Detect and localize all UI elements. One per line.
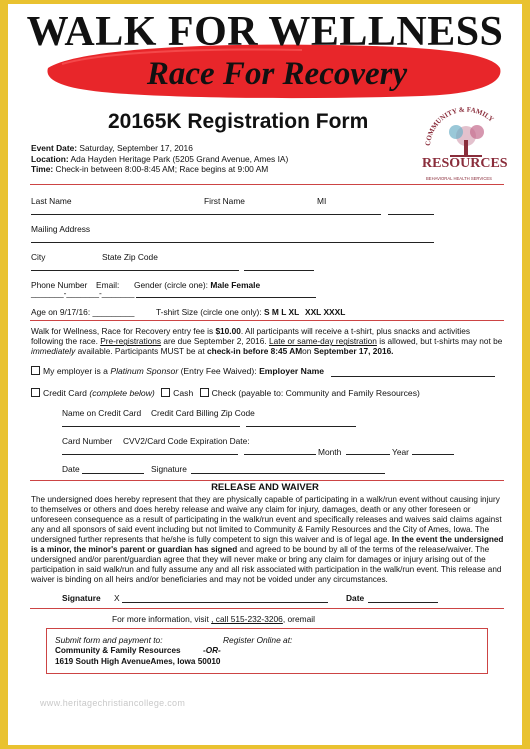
divider [30,480,504,481]
gender-label: Gender (circle one): [134,280,209,290]
more-info [112,614,315,624]
waiver-date-field[interactable] [368,602,438,603]
event-date-label: Event Date: [31,143,78,153]
event-time-label: Time: [31,164,54,175]
credit-card-note: (complete below) [89,388,155,398]
name-on-card-field[interactable] [62,426,240,427]
check-label: Check (payable to: Community and Family Resources) [211,388,420,398]
waiver-signature-field[interactable] [122,602,328,603]
submit-label: Submit form and payment to: [55,635,163,645]
event-title: WALK FOR WELLNESS [26,9,504,55]
tshirt-sizes: S M L XL [263,307,300,317]
registration-form-page [8,4,522,745]
payment-options [31,388,420,398]
month-label: Month [318,447,342,457]
billing-zip-label: Credit Card Billing Zip Code [151,408,255,418]
event-location: Ada Hayden Heritage Park (5205 Grand Avenue, Ames IA) [68,153,289,164]
city-label: City [31,252,46,262]
release-title: RELEASE AND WAIVER [211,482,319,493]
cvv-expiration-label: CVV2/Card Code Expiration Date: [123,436,250,446]
waiver-date-label: Date [346,593,365,603]
tshirt-label: T-shirt Size (circle one only): [156,307,262,317]
divider [30,184,504,185]
employer-name-label: Employer Name [259,366,325,376]
divider [30,608,504,609]
sponsor-text: My employer is a [43,366,111,376]
signature-field[interactable] [191,473,385,474]
city-state-field[interactable] [31,270,239,271]
more-info-text: For more information, visit [112,614,212,624]
billing-zip-field[interactable] [246,426,356,427]
zip-field[interactable] [244,270,314,271]
gender-options: Male Female [210,280,261,290]
credit-card-checkbox[interactable] [31,388,40,397]
logo-arc-text: COMMUNITY & FAMILY [423,106,496,147]
cvv-field[interactable] [244,454,316,455]
form-title: 20165K Registration Form [108,110,369,133]
card-number-field[interactable] [62,454,238,455]
email-text: , oremail [282,614,315,624]
submit-box [46,628,488,674]
gender-field[interactable] [134,280,260,290]
logo-name: RESOURCES [422,156,508,171]
last-name-label: Last Name [31,196,72,206]
cash-label: Cash [173,388,194,398]
month-field[interactable] [346,454,390,455]
tshirt-sizes-extra: XXL XXXL [305,307,346,317]
cash-checkbox[interactable] [161,388,170,397]
mailing-address-field[interactable] [31,242,434,243]
mailing-address-label: Mailing Address [31,224,91,234]
event-info [31,143,288,175]
logo-tagline: BEHAVIORAL HEALTH SERVICES [426,176,492,181]
name-on-card-label: Name on Credit Card [62,408,142,418]
year-field[interactable] [412,454,454,455]
watermark: www.heritagechristiancollege.com [40,698,186,708]
resources-logo [420,106,510,188]
email-label: Email: [96,280,120,290]
name-field[interactable] [31,214,381,215]
year-label: Year [392,447,409,457]
age-field[interactable]: Age on 9/17/16: _________ [31,307,135,317]
credit-card-label: Credit Card [43,388,90,398]
event-date: Saturday, September 17, 2016 [77,143,193,153]
divider [30,320,504,321]
email-field[interactable] [136,297,316,298]
card-number-label: Card Number [62,436,113,446]
mi-field[interactable] [388,214,434,215]
event-time: Check-in between 8:00-8:45 AM; Race begins at 9:00 AM [53,164,269,175]
sponsor-checkbox[interactable] [31,366,40,375]
submit-address: 1619 South High AvenueAmes, Iowa 50010 [55,657,221,666]
date-field[interactable] [82,473,144,474]
sponsor-note: (Entry Fee Waived): [178,366,260,376]
event-subtitle: Race For Recovery [146,56,408,92]
first-name-label: First Name [204,196,245,206]
sponsor-option[interactable] [31,366,324,376]
check-checkbox[interactable] [200,388,209,397]
state-zip-label: State Zip Code [102,252,158,262]
phone-link[interactable]: , call 515-232-3206 [211,614,283,624]
signature-x: X [114,593,120,603]
tshirt-field[interactable] [156,307,299,317]
waiver-signature-label: Signature [62,593,101,603]
submit-or: -OR- [203,646,221,655]
date-label: Date [62,464,80,474]
submit-org: Community & Family Resources [55,646,181,655]
release-text: The undersigned does hereby represent that they are physically capable of participating in a walk/run event without causing injury to themselves or others and does hereby release and waive any claim for injury, damages, death or any other foreseen or unforeseen consequence as a result of participating in the walk/run event and specifically releases and waives said claims against any and all sponsors of said event including but not limited to Community & Family Resources and the City of Ames, Iowa. The undersigned further represents that he/she is fully competent to sign this waiver and is of legal age. In the event the undersigned is a minor, the minor's parent or guardian has signed and agreed to be bound by all of the terms of the release/waiver. The undersigned and/or parent/guardian agree that they will never make or bring any claim for damages or injury arising out of the participation in said walk/run and fully assume any and all risk associated with participation in the walk/run event. This release and waiver is binding on all heirs and/or beneficiaries and may not be voided under any circumstances. [31,495,504,584]
employer-name-field[interactable] [331,376,495,377]
signature-label: Signature [151,464,187,474]
register-online-label: Register Online at: [223,635,293,645]
mi-label: MI [317,196,327,206]
phone-field[interactable]: _______-_______-_______ [31,288,135,298]
sponsor-level: Platinum Sponsor [110,366,179,376]
event-location-label: Location: [31,153,69,164]
fee-paragraph: Walk for Wellness, Race for Recovery entry fee is $10.00. All participants will receive a t-shirt, plus snacks and activities following the race. Pre-registrations are due September 2, 2016. Late or same-day registration is allowed, but t-shirts may not be immediately available. Participants MUST be at check-in before 8:45 AMon September 17, 2016. [31,326,503,357]
phone-label: Phone Number [31,280,88,290]
